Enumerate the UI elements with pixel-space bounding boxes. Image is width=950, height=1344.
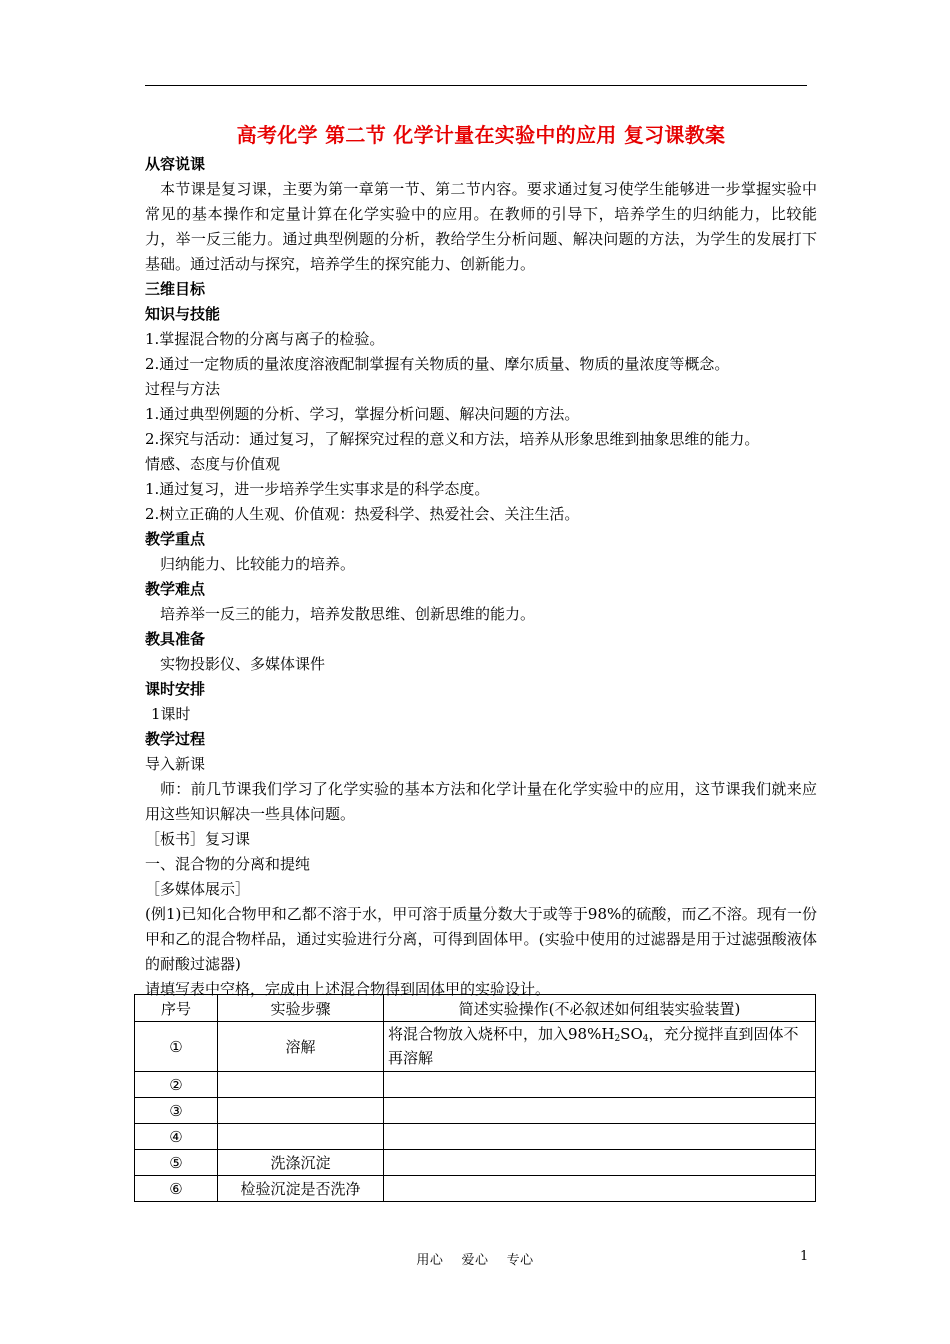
teacher-paragraph: 师：前几节课我们学习了化学实验的基本方法和化学计量在化学实验中的应用，这节课我们就来应用这些知识解决一些具体问题。	[145, 780, 817, 823]
heading-difficulties: 教学难点	[145, 580, 206, 598]
table-header-cell: 序号	[135, 995, 218, 1022]
page-number: 1	[800, 1249, 809, 1264]
row-operation	[384, 1150, 816, 1176]
heading-key-points: 教学重点	[145, 530, 206, 548]
row-number: ⑥	[135, 1176, 218, 1202]
example-paragraph: (例1)已知化合物甲和乙都不溶于水，甲可溶于质量分数大于或等于98%的硫酸，而乙不溶。现有一份甲和乙的混合物样品，通过实验进行分离，可得到固体甲。(实验中使用的过滤器是用于过滤强酸液体的耐酸过滤器)	[145, 905, 817, 973]
document-title: 高考化学 第二节 化学计量在实验中的应用 复习课教案	[236, 123, 726, 147]
row-step	[218, 1072, 384, 1098]
row-number: ④	[135, 1124, 218, 1150]
row-operation	[384, 1098, 816, 1124]
row-step: 溶解	[218, 1022, 384, 1072]
key-points-text: 归纳能力、比较能力的培养。	[160, 555, 356, 573]
table-header-cell: 简述实验操作(不必叙述如何组装实验装置)	[384, 995, 816, 1022]
congrong-paragraph: 本节课是复习课，主要为第一章第一节、第二节内容。要求通过复习使学生能够进一步掌握实验中常见的基本操作和定量计算在化学实验中的应用。在教师的引导下，培养学生的归纳能力，比较能力，举一反三能力。通过典型例题的分析，教给学生分析问题、解决问题的方法，为学生的发展打下基础。通过活动与探究，培养学生的探究能力、创新能力。	[145, 180, 817, 273]
heading-knowledge: 知识与技能	[145, 305, 221, 323]
difficulties-text: 培养举一反三的能力，培养发散思维、创新思维的能力。	[160, 605, 536, 623]
table-row	[135, 1124, 816, 1150]
table-row	[135, 1098, 816, 1124]
table-row	[135, 1150, 816, 1176]
heading-schedule: 课时安排	[145, 680, 206, 698]
page-footer	[0, 1249, 950, 1269]
row-number: ③	[135, 1098, 218, 1124]
row-number: ②	[135, 1072, 218, 1098]
instruction-line: 请填写表中空格，完成由上述混合物得到固体甲的实验设计。	[145, 980, 551, 998]
heading-process: 教学过程	[145, 730, 206, 748]
process-item: 1.通过典型例题的分析、学习，掌握分析问题、解决问题的方法。	[145, 405, 580, 423]
attitude-item: 2.树立正确的人生观、价值观：热爱科学、热爱社会、关注生活。	[145, 505, 580, 523]
heading-tools: 教具准备	[145, 630, 206, 648]
table-header-row	[135, 995, 816, 1022]
row-operation	[384, 1072, 816, 1098]
tools-text: 实物投影仪、多媒体课件	[160, 655, 326, 673]
header-rule	[145, 85, 807, 86]
table-row	[135, 1022, 816, 1072]
row-step	[218, 1124, 384, 1150]
row-operation	[384, 1176, 816, 1202]
table-header-cell: 实验步骤	[218, 995, 384, 1022]
document-body	[145, 118, 817, 1002]
experiment-table	[134, 994, 816, 1202]
row-step	[218, 1098, 384, 1124]
footer-motto: 用心 爱心 专心	[416, 1253, 534, 1268]
heading-goals: 三维目标	[145, 280, 206, 298]
row-number: ①	[135, 1022, 218, 1072]
heading-process-method: 过程与方法	[145, 380, 221, 398]
intro-heading: 导入新课	[145, 755, 206, 773]
process-item: 2.探究与活动：通过复习，了解探究过程的意义和方法，培养从形象思维到抽象思维的能力。	[145, 430, 760, 448]
section-separation: 一、混合物的分离和提纯	[145, 855, 311, 873]
knowledge-item: 1.掌握混合物的分离与离子的检验。	[145, 330, 385, 348]
row-operation	[384, 1124, 816, 1150]
row-step: 洗涤沉淀	[218, 1150, 384, 1176]
schedule-text: 1课时	[151, 705, 191, 723]
row-operation: 将混合物放入烧杯中，加入$98\%H_2SO_4$，充分搅拌直到固体不再溶解	[384, 1022, 816, 1072]
row-step: 检验沉淀是否洗净	[218, 1176, 384, 1202]
knowledge-item: 2.通过一定物质的量浓度溶液配制掌握有关物质的量、摩尔质量、物质的量浓度等概念。	[145, 355, 730, 373]
media-note: ［多媒体展示］	[145, 880, 251, 898]
row-number: ⑤	[135, 1150, 218, 1176]
board-note: ［板书］复习课	[145, 830, 251, 848]
attitude-item: 1.通过复习，进一步培养学生实事求是的科学态度。	[145, 480, 490, 498]
heading-attitude: 情感、态度与价值观	[145, 455, 281, 473]
table-row	[135, 1176, 816, 1202]
table-row	[135, 1072, 816, 1098]
heading-congrong: 从容说课	[145, 155, 206, 173]
